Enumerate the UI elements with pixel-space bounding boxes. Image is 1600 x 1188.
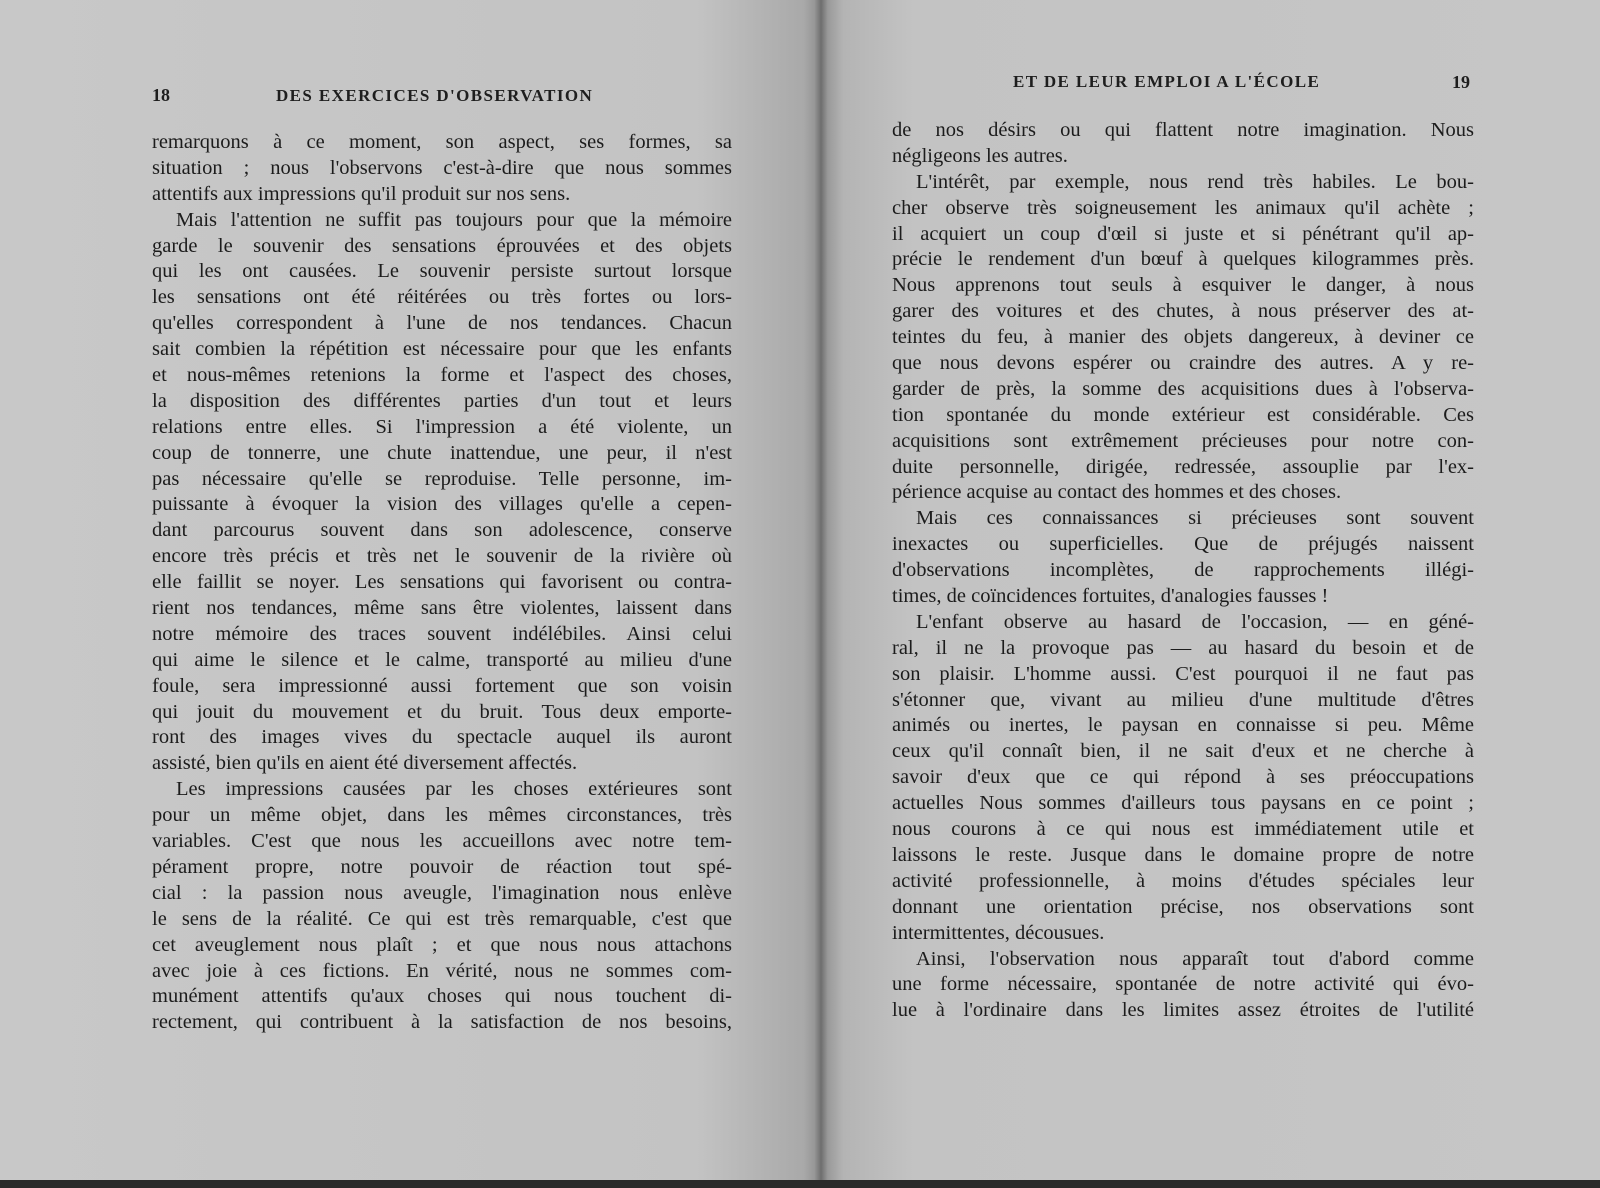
text-line: sait combien la répétition est nécessaire pour que les enfants — [152, 338, 732, 361]
text-line: donnant une orientation précise, nos observations sont — [892, 895, 1474, 918]
text-line: inexactes ou superficielles. Que de préjugés naissent — [892, 533, 1474, 556]
text-line: cial : la passion nous aveugle, l'imagination nous enlève — [152, 881, 732, 904]
text-line: savoir d'eux que ce qui répond à ses préoccupations — [892, 766, 1474, 789]
text-line: garde le souvenir des sensations éprouvées et des objets — [152, 234, 732, 257]
text-line: cet aveuglement nous plaît ; et que nous nous attachons — [152, 933, 732, 956]
text-line: et nous-mêmes retenions la forme et l'aspect des choses, — [152, 364, 732, 387]
text-line: variables. C'est que nous les accueillons avec notre tem- — [152, 830, 732, 853]
text-line: acquisitions sont extrêmement précieuses pour notre con- — [892, 429, 1474, 452]
text-line: dant parcourus souvent dans son adolescence, conserve — [152, 519, 732, 542]
book-gutter — [814, 0, 828, 1180]
text-line: situation ; nous l'observons c'est-à-dire que nous sommes — [152, 156, 732, 179]
text-line: qu'elles correspondent à l'une de nos tendances. Chacun — [152, 312, 732, 335]
text-line: de nos désirs ou qui flattent notre imagination. Nous — [892, 119, 1474, 141]
text-line: Ainsi, l'observation nous apparaît tout d'abord comme — [916, 947, 1474, 970]
text-line: relations entre elles. Si l'impression a été violente, un — [152, 415, 732, 438]
text-line: Mais l'attention ne suffit pas toujours pour que la mémoire — [176, 208, 732, 231]
text-line: les sensations ont été réitérées ou très fortes ou lors- — [152, 286, 732, 309]
text-line: la disposition des différentes parties d'un tout et leurs — [152, 389, 732, 412]
scan-bottom-edge — [0, 1180, 1600, 1188]
text-line: remarquons à ce moment, son aspect, ses formes, sa — [152, 131, 732, 153]
text-line: notre mémoire des traces souvent indélébiles. Ainsi celui — [152, 622, 732, 645]
text-line: activité professionnelle, à moins d'études spéciales leur — [892, 869, 1474, 892]
text-line: tion spontanée du monde extérieur est considérable. Ces — [892, 403, 1474, 426]
text-line: Les impressions causées par les choses extérieures sont — [176, 778, 732, 801]
page-number: 18 — [152, 85, 170, 105]
text-line: ront des images vives du spectacle auquel ils auront — [152, 726, 732, 749]
text-line: nous courons à ce qui nous est immédiatement utile et — [892, 818, 1474, 841]
running-head: ET DE LEUR EMPLOI A L'ÉCOLE — [1013, 72, 1321, 91]
text-line: lue à l'ordinaire dans les limites assez étroites de l'utilité — [892, 999, 1474, 1022]
text-line: munément attentifs qu'aux choses qui nous touchent di- — [152, 985, 732, 1008]
running-head: DES EXERCICES D'OBSERVATION — [276, 86, 594, 105]
text-line: pérament propre, notre pouvoir de réaction tout spé- — [152, 855, 732, 878]
text-line: Nous apprenons tout seuls à esquiver le danger, à nous — [892, 274, 1474, 297]
body-text — [892, 118, 1474, 1024]
text-line: L'intérêt, par exemple, nous rend très habiles. Le bou- — [916, 170, 1474, 193]
text-line: son plaisir. L'homme aussi. C'est pourquoi il ne faut pas — [892, 662, 1474, 685]
text-line: pas nécessaire qu'elle se reproduise. Telle personne, im- — [152, 467, 732, 490]
text-line: attentifs aux impressions qu'il produit sur nos sens. — [152, 182, 571, 205]
text-line: s'étonner que, vivant au milieu d'une multitude d'êtres — [892, 688, 1474, 711]
text-line: rient nos tendances, même sans être violentes, laissent dans — [152, 597, 732, 620]
text-line: ral, il ne la provoque pas — au hasard du besoin et de — [892, 636, 1474, 659]
text-line: le sens de la réalité. Ce qui est très remarquable, c'est que — [152, 907, 732, 930]
text-line: avec joie à ces fictions. En vérité, nous ne sommes com- — [152, 959, 732, 982]
page-number: 19 — [1452, 72, 1470, 92]
text-line: elle faillit se noyer. Les sensations qui favorisent ou contra- — [152, 571, 732, 594]
text-line: qui aime le silence et le calme, transporté au milieu d'une — [152, 648, 732, 671]
text-line: puissante à évoquer la vision des villages qu'elle a cepen- — [152, 493, 732, 516]
text-line: duite personnelle, dirigée, redressée, assouplie par l'ex- — [892, 455, 1474, 478]
text-line: il acquiert un coup d'œil si juste et si pénétrant qu'il ap- — [892, 222, 1474, 245]
right-page — [820, 0, 1600, 1180]
text-line: teintes du feu, à manier des objets dangereux, à deviner ce — [892, 326, 1474, 349]
text-line: animés ou inertes, le paysan en connaisse si peu. Même — [892, 714, 1474, 737]
text-line: une forme nécessaire, spontanée de notre activité qui évo- — [892, 973, 1474, 996]
text-line: coup de tonnerre, une chute inattendue, une peur, il n'est — [152, 441, 732, 464]
text-line: négligeons les autres. — [892, 144, 1068, 167]
text-line: Mais ces connaissances si précieuses sont souvent — [916, 507, 1474, 530]
text-line: précie le rendement d'un bœuf à quelques kilogrammes près. — [892, 248, 1474, 271]
text-line: qui jouit du mouvement et du bruit. Tous deux emporte- — [152, 700, 732, 723]
text-line: foule, sera impressionné aussi fortement que son voisin — [152, 674, 732, 697]
text-line: périence acquise au contact des hommes et des choses. — [892, 481, 1342, 504]
text-line: laissons le reste. Jusque dans le domaine propre de notre — [892, 843, 1474, 866]
text-line: times, de coïncidences fortuites, d'analogies fausses ! — [892, 585, 1329, 608]
text-line: pour un même objet, dans les mêmes circonstances, très — [152, 804, 732, 827]
text-line: ceux qu'il connaît bien, il ne sait d'eux et ne cherche à — [892, 740, 1474, 763]
text-line: que nous devons espérer ou craindre des autres. A y re- — [892, 352, 1474, 375]
text-line: L'enfant observe au hasard de l'occasion, — en géné- — [916, 610, 1474, 633]
text-line: encore très précis et très net le souvenir de la rivière où — [152, 545, 732, 568]
text-line: d'observations incomplètes, de rapprochements illégi- — [892, 559, 1474, 582]
body-text — [152, 130, 732, 1036]
text-line: actuelles Nous sommes d'ailleurs tous paysans en ce point ; — [892, 792, 1474, 815]
text-line: assisté, bien qu'ils en aient été diversement affectés. — [152, 752, 578, 775]
text-line: garer des voitures et des chutes, à nous préserver des at- — [892, 300, 1474, 323]
text-line: intermittentes, décousues. — [892, 921, 1105, 944]
text-line: garder de près, la somme des acquisitions dues à l'observa- — [892, 377, 1474, 400]
text-line: rectement, qui contribuent à la satisfaction de nos besoins, — [152, 1011, 732, 1034]
text-line: qui les ont causées. Le souvenir persiste surtout lorsque — [152, 260, 732, 283]
text-line: cher observe très soigneusement les animaux qu'il achète ; — [892, 196, 1474, 219]
